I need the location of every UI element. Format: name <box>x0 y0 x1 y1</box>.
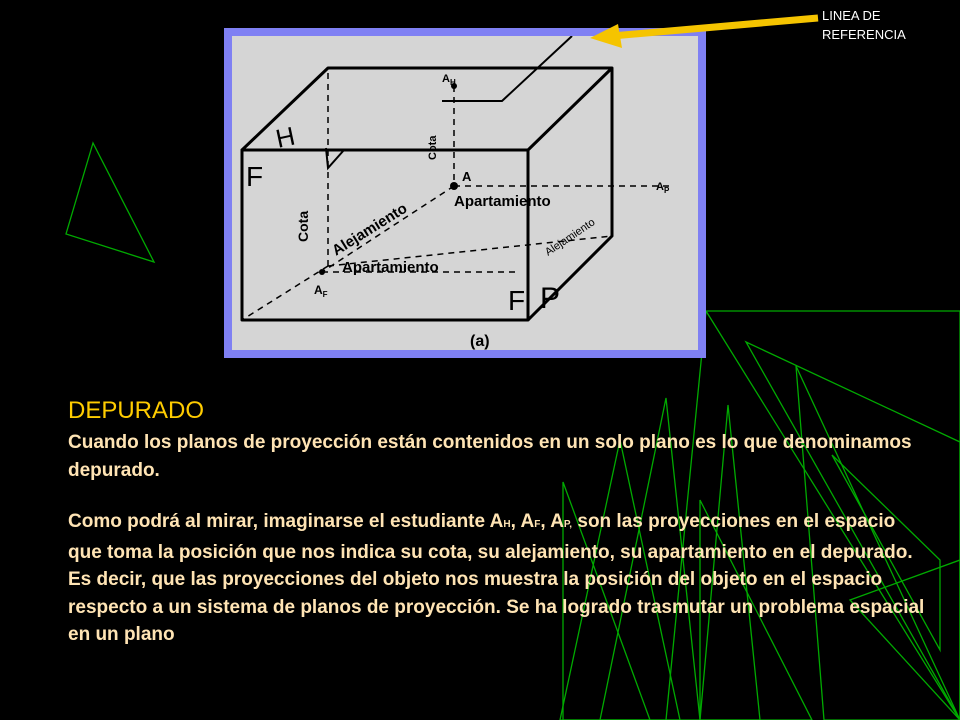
label-alejamiento: Alejamiento <box>329 199 411 260</box>
proj-ah: A <box>489 511 504 532</box>
label-apartamiento-top: Apartamiento <box>454 193 551 210</box>
figure-caption: (a) <box>470 333 490 350</box>
plane-label-f-bottom: F <box>508 285 526 316</box>
paragraph-2-intro: Como podrá al mirar, imaginarse el estudiante <box>68 511 490 532</box>
proj-ah-sub: H <box>503 519 511 530</box>
paragraph-2-rest: son las proyecciones en el espacio que toma la posición que nos indica su cota, su alejamiento, su apartamiento en el depurado. <box>68 511 913 563</box>
section-heading: DEPURADO <box>68 397 205 424</box>
label-apartamiento-bottom: Apartamiento <box>342 259 439 276</box>
paragraph-3: Es decir, que las proyecciones del objeto nos muestra la posición del objeto en el espacio respecto a un sistema de planos de proyección. Se ha logrado trasmutar un problema espacial en un plano <box>68 569 925 645</box>
label-cota-left: Cota <box>295 210 311 242</box>
label-cota-vertical: Cota <box>427 135 439 160</box>
point-label-a: A <box>462 169 472 184</box>
content-text <box>68 396 928 649</box>
proj-af: A <box>520 511 535 532</box>
point-label-ah: A <box>442 73 450 85</box>
point-label-ap-sub: P <box>663 186 670 195</box>
paragraph-1: Cuando los planos de proyección están contenidos en un solo plano es lo que denominamos depurado. <box>68 432 912 481</box>
proj-ap-sub: P, <box>563 519 573 530</box>
plane-label-h: H <box>273 120 298 154</box>
proj-sep-2: , <box>540 511 551 532</box>
point-label-ap: A <box>656 181 664 193</box>
point-label-af-sub: F <box>322 290 328 299</box>
plane-label-f-left: F <box>246 161 264 192</box>
paragraph-2 <box>68 508 928 566</box>
proj-sep-1: , <box>510 511 521 532</box>
proj-ap: A <box>550 511 564 532</box>
point-label-af: A <box>314 283 323 297</box>
reference-line-label: LINEA DE REFERENCIA <box>822 8 906 42</box>
proj-af-sub: F <box>534 519 541 530</box>
point-label-ah-sub: H <box>449 78 456 87</box>
plane-label-p: P <box>540 282 561 315</box>
label-alejamiento-right: Alejamiento <box>542 216 598 259</box>
